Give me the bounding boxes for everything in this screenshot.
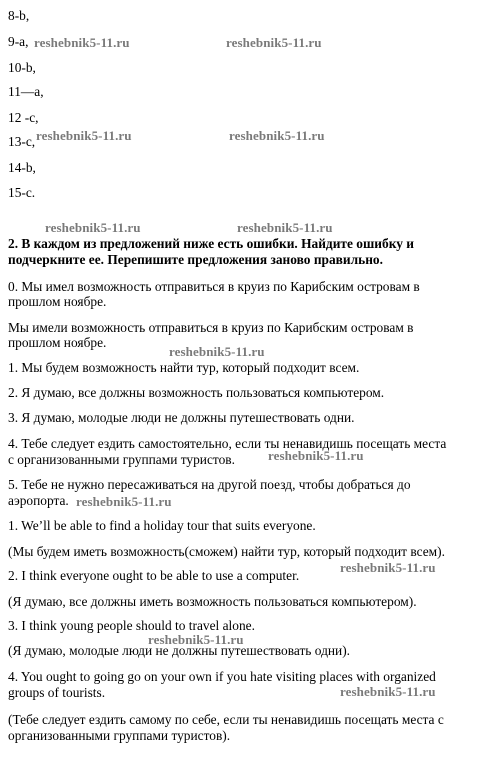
watermark: reshebnik5-11.ru xyxy=(340,684,436,699)
answer-8: 8-b, xyxy=(8,8,30,23)
correction-2-ru: (Я думаю, все должны иметь возможность пользоваться компьютером). xyxy=(8,594,417,609)
watermark: reshebnik5-11.ru xyxy=(34,35,130,50)
watermark: reshebnik5-11.ru xyxy=(237,220,333,235)
sentence-4-line-1: 4. Тебе следует ездить самостоятельно, если ты ненавидишь посещать места xyxy=(8,436,447,451)
correction-4-en-line-1: 4. You ought to going go on your own if you hate visiting places with organized xyxy=(8,669,436,684)
answer-14: 14-b, xyxy=(8,160,36,175)
watermark: reshebnik5-11.ru xyxy=(36,128,132,143)
correction-3-en: 3. I think young people should to travel alone. xyxy=(8,618,255,633)
example-right-line-1: Мы имели возможность отправиться в круиз по Карибским островам в xyxy=(8,320,414,335)
answer-15: 15-c. xyxy=(8,185,36,200)
watermark: reshebnik5-11.ru xyxy=(268,448,364,463)
sentence-4-line-2: с организованными группами туристов. xyxy=(8,452,235,467)
watermark: reshebnik5-11.ru xyxy=(229,128,325,143)
correction-1-ru: (Мы будем иметь возможность(сможем) найти тур, который подходит всем). xyxy=(8,544,445,559)
answer-10: 10-b, xyxy=(8,60,36,75)
answer-11: 11—a, xyxy=(8,84,44,99)
correction-4-en-line-2: groups of tourists. xyxy=(8,685,106,700)
watermark: reshebnik5-11.ru xyxy=(45,220,141,235)
watermark: reshebnik5-11.ru xyxy=(76,494,172,509)
example-wrong-line-1: 0. Мы имел возможность отправиться в круиз по Карибским островам в xyxy=(8,279,420,294)
correction-4-ru-line-1: (Тебе следует ездить самому по себе, если ты ненавидишь посещать места с xyxy=(8,712,444,727)
watermark: reshebnik5-11.ru xyxy=(148,632,244,647)
watermark: reshebnik5-11.ru xyxy=(169,344,265,359)
watermark: reshebnik5-11.ru xyxy=(340,560,436,575)
task-heading-line-1: 2. В каждом из предложений ниже есть ошибки. Найдите ошибку и xyxy=(8,236,414,251)
answer-13: 13-c, xyxy=(8,134,36,149)
correction-2-en: 2. I think everyone ought to be able to use a computer. xyxy=(8,568,300,583)
answer-9: 9-a, xyxy=(8,34,29,49)
sentence-1: 1. Мы будем возможность найти тур, который подходит всем. xyxy=(8,360,360,375)
watermark: reshebnik5-11.ru xyxy=(226,35,322,50)
sentence-3: 3. Я думаю, молодые люди не должны путешествовать одни. xyxy=(8,410,355,425)
sentence-5-line-1: 5. Тебе не нужно пересаживаться на другой поезд, чтобы добраться до xyxy=(8,477,411,492)
answer-12: 12 -c, xyxy=(8,110,39,125)
sentence-2: 2. Я думаю, все должны возможность пользоваться компьютером. xyxy=(8,385,385,400)
task-heading-line-2: подчеркните ее. Перепишите предложения заново правильно. xyxy=(8,252,383,267)
correction-3-ru: (Я думаю, молодые люди не должны путешествовать одни). xyxy=(8,643,351,658)
correction-4-ru-line-2: организованными группами туристов). xyxy=(8,728,231,743)
example-wrong-line-2: прошлом ноябре. xyxy=(8,294,107,309)
example-right-line-2: прошлом ноябре. xyxy=(8,335,107,350)
sentence-5-line-2: аэропорта. xyxy=(8,493,69,508)
correction-1-en: 1. We’ll be able to find a holiday tour that suits everyone. xyxy=(8,518,316,533)
